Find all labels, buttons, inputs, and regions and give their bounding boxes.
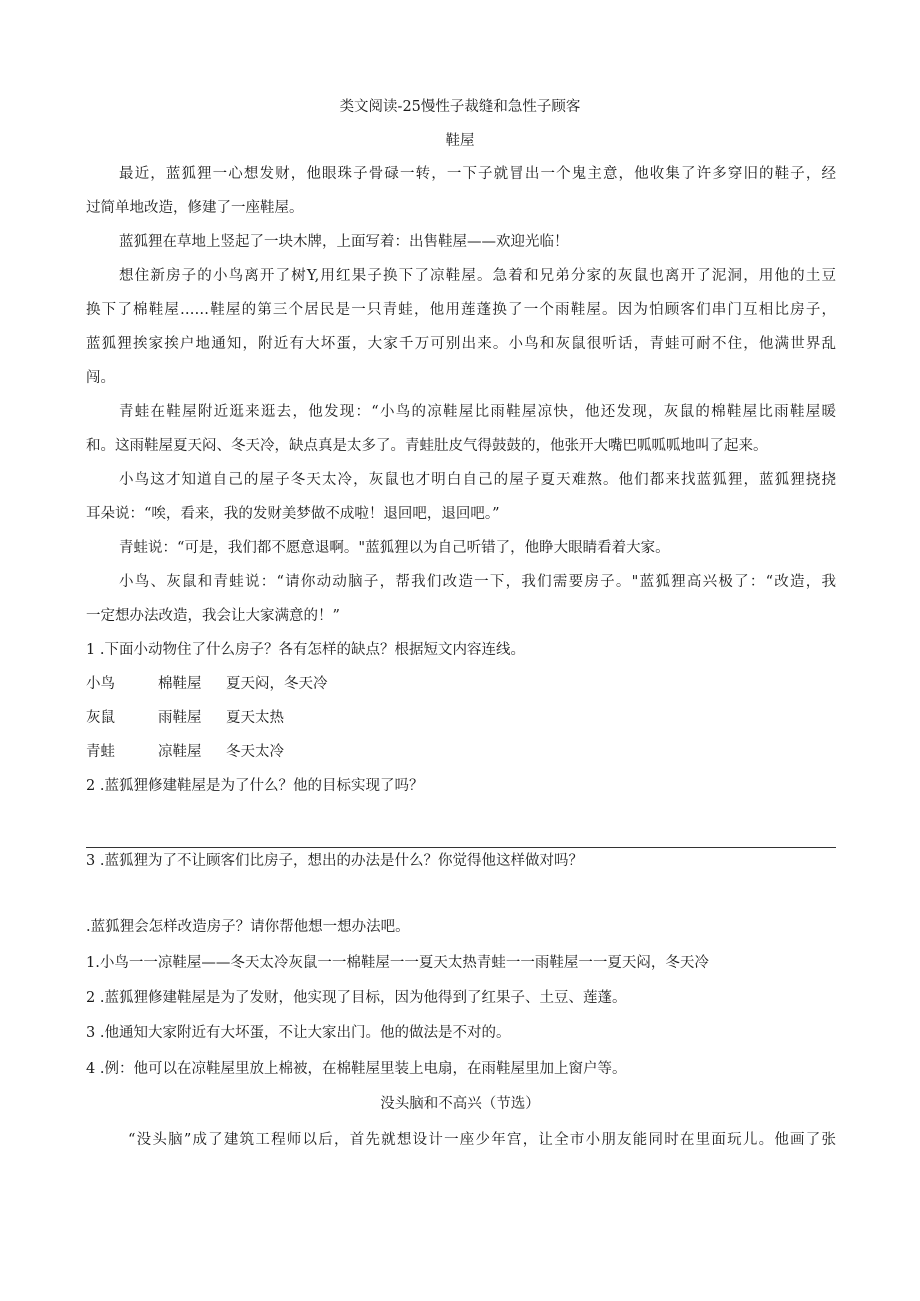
- story1-p6-line1: 青蛙说：“可是，我们都不愿意退啊。"蓝狐狸以为自己听错了，他睁大眼睛看着大家。: [119, 540, 670, 556]
- match-animal-3: 青蛙: [86, 744, 115, 760]
- answer-1: 1.小鸟一一凉鞋屋——冬天太冷灰鼠一一棉鞋屋一一夏天太热青蛙一一雨鞋屋一一夏天闷，冬天冷: [86, 955, 709, 971]
- story1-p3-line1: 想住新房子的小鸟离开了树Y,用红果子换下了凉鞋屋。急着和兄弟分家的灰鼠也离开了泥洞，用他的土豆: [119, 268, 836, 284]
- story1-p7-line2: 一定想办法改造，我会让大家满意的！”: [86, 608, 340, 624]
- story1-p2-line1: 蓝狐狸在草地上竖起了一块木牌，上面写着：出售鞋屋——欢迎光临！: [119, 234, 569, 250]
- story1-p3-line2: 换下了棉鞋屋……鞋屋的第三个居民是一只青蛙，他用莲蓬换了一个雨鞋屋。因为怕顾客们串门互相比房子，: [86, 302, 836, 318]
- question-4: .蓝狐狸会怎样改造房子？请你帮他想一想办法吧。: [86, 919, 410, 935]
- match-house-1: 棉鞋屋: [158, 676, 202, 692]
- story1-p4-line2: 和。这雨鞋屋夏天闷、冬天冷，缺点真是太多了。青蛙肚皮气得鼓鼓的，他张开大嘴巴呱呱呱地叫了起来。: [86, 438, 768, 454]
- story2-title: 没头脑和不高兴（节选）: [380, 1096, 540, 1112]
- match-animal-1: 小鸟: [86, 676, 115, 692]
- match-animal-2: 灰鼠: [86, 710, 115, 726]
- story1-p1-line2: 过简单地改造，修建了一座鞋屋。: [86, 200, 304, 216]
- story2-line1: “没头脑”成了建筑工程师以后，首先就想设计一座少年宫，让全市小朋友能同时在里面玩儿。他画了张: [128, 1132, 836, 1148]
- story1-title: 鞋屋: [445, 133, 475, 149]
- question-2: 2 .蓝狐狸修建鞋屋是为了什么？他的目标实现了吗？: [86, 778, 424, 794]
- main-title: 类文阅读-25慢性子裁缝和急性子顾客: [339, 99, 581, 115]
- answer-2: 2 .蓝狐狸修建鞋屋是为了发财，他实现了目标，因为他得到了红果子、土豆、莲蓬。: [86, 990, 627, 1006]
- story1-p4-line1: 青蛙在鞋屋附近逛来逛去，他发现：“小鸟的凉鞋屋比雨鞋屋凉快，他还发现，灰鼠的棉鞋屋比雨鞋屋暖: [119, 404, 836, 420]
- story1-p1-line1: 最近，蓝狐狸一心想发财，他眼珠子骨碌一转，一下子就冒出一个鬼主意，他收集了许多穿旧的鞋子，经: [119, 166, 836, 182]
- match-house-2: 雨鞋屋: [158, 710, 202, 726]
- match-house-3: 凉鞋屋: [158, 744, 202, 760]
- answer-4: 4 .例：他可以在凉鞋屋里放上棉被，在棉鞋屋里装上电扇，在雨鞋屋里加上窗户等。: [86, 1061, 627, 1077]
- story1-p3-line4: 闯。: [86, 370, 115, 386]
- story1-p7-line1: 小鸟、灰鼠和青蛙说：“请你动动脑子，帮我们改造一下，我们需要房子。"蓝狐狸高兴极了：“改造，我: [119, 574, 836, 590]
- story1-p5-line1: 小鸟这才知道自己的屋子冬天太冷，灰鼠也才明白自己的屋子夏天难熬。他们都来找蓝狐狸，蓝狐狸挠挠: [119, 472, 836, 488]
- match-flaw-2: 夏天太热: [226, 710, 284, 726]
- answer-3: 3 .他通知大家附近有大坏蛋，不让大家出门。他的做法是不对的。: [86, 1025, 511, 1041]
- answer-underline: [86, 847, 836, 848]
- question-1: 1 .下面小动物住了什么房子？各有怎样的缺点？根据短文内容连线。: [86, 642, 525, 658]
- question-3: 3 .蓝狐狸为了不让顾客们比房子，想出的办法是什么？你觉得他这样做对吗？: [86, 853, 583, 869]
- match-flaw-3: 冬天太冷: [226, 744, 284, 760]
- story1-p5-line2: 耳朵说：“唉，看来，我的发财美梦做不成啦！退回吧，退回吧。”: [86, 506, 500, 522]
- story1-p3-line3: 蓝狐狸挨家挨户地通知，附近有大坏蛋，大家千万可别出来。小鸟和灰鼠很听话，青蛙可耐不住，他满世界乱: [86, 336, 836, 352]
- match-flaw-1: 夏天闷，冬天冷: [226, 676, 328, 692]
